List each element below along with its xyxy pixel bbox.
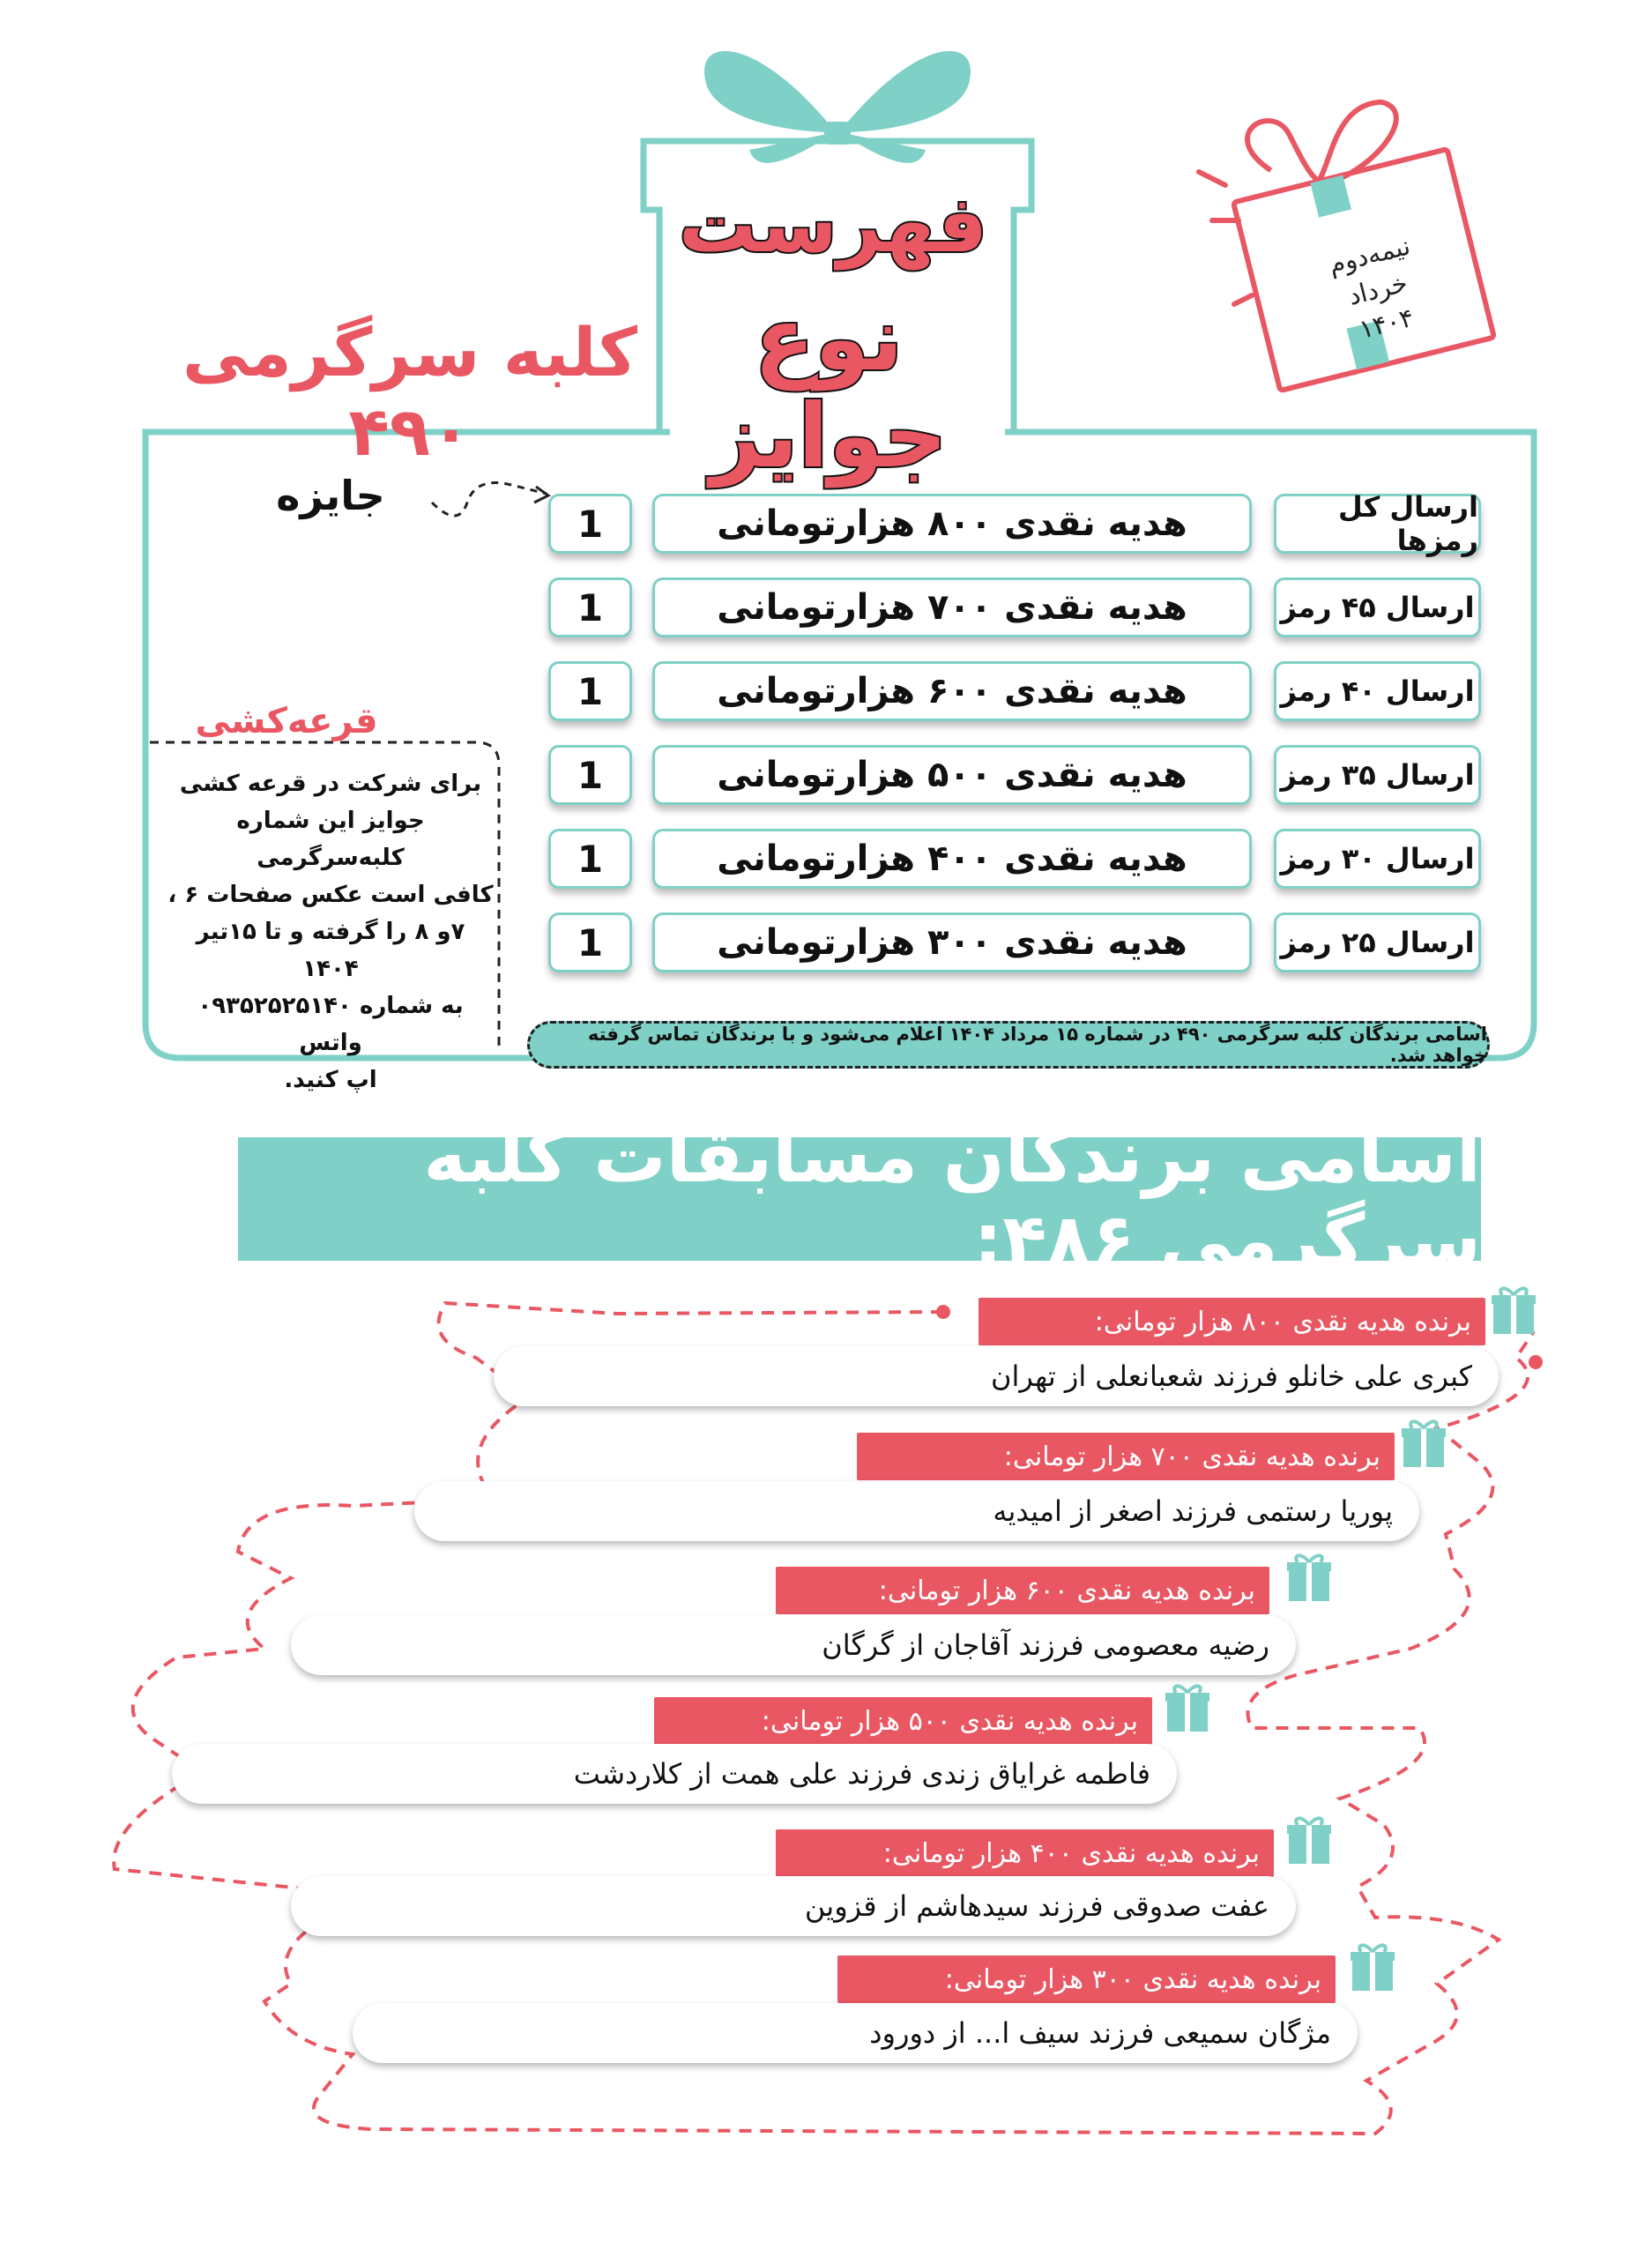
count-cell: 1 [548, 661, 632, 721]
count-cell: 1 [548, 494, 632, 554]
announcement-note: اسامی برندگان کلبه سرگرمی ۴۹۰ در شماره ۱۵ مرداد ۱۴۰۴ اعلام می‌شود و با برندگان تماس گرفته خواهد شد. [527, 1021, 1490, 1069]
winner-prize-label: برنده هدیه نقدی ۳۰۰ هزار تومانی: [837, 1955, 1336, 2003]
prize-cell: هدیه نقدی ۷۰۰ هزارتومانی [652, 577, 1252, 637]
lottery-title: قرعه‌کشی [195, 701, 378, 741]
winners-title: اسامی برندگان مسابقات کلبه سرگرمی ۴۸۶: [423, 1115, 1481, 1283]
winner-prize-label: برنده هدیه نقدی ۸۰۰ هزار تومانی: [979, 1298, 1485, 1345]
date-tag: نیمه‌دوم خرداد ۱۴۰۴ [1325, 230, 1418, 345]
winner-prize-label: برنده هدیه نقدی ۵۰۰ هزار تومانی: [654, 1697, 1152, 1745]
count-cell: 1 [548, 745, 632, 805]
winner-name: فاطمه غرایاق زندی فرزند علی همت از کلاردشت [172, 1744, 1177, 1804]
title-line-1: فهرست [678, 179, 988, 270]
title-line-2: نوع جوایز [710, 287, 948, 488]
count-cell: 1 [548, 577, 632, 637]
lottery-text: برای شرکت در قرعه کشی جوایز این شماره کلبه‌سرگرمی کافی است عکس صفحات ۶ ، ۷و ۸ را گرفته و تا ۱۵تیر ۱۴۰۴ به شماره ۰۹۳۵۲۵۲۵۱۴۰ واتس اپ کنید. [167, 771, 494, 1093]
winners-banner [238, 1115, 1481, 1283]
condition-cell: ارسال کل رمزها [1274, 494, 1481, 554]
winner-name: کبری علی خانلو فرزند شعبانعلی از تهران [494, 1346, 1499, 1406]
winner-name: عفت صدوقی فرزند سیدهاشم از قزوین [291, 1876, 1296, 1936]
condition-cell: ارسال ۳۰ رمز [1274, 829, 1481, 889]
condition-cell: ارسال ۴۰ رمز [1274, 661, 1481, 721]
gift-icon [1490, 1283, 1537, 1336]
count-cell: 1 [548, 912, 632, 972]
condition-cell: ارسال ۳۵ رمز [1274, 745, 1481, 805]
prize-cell: هدیه نقدی ۸۰۰ هزارتومانی [652, 494, 1252, 554]
prizes-label: جایزه [276, 472, 385, 519]
prize-cell: هدیه نقدی ۳۰۰ هزارتومانی [652, 912, 1252, 972]
gift-icon [1164, 1680, 1211, 1733]
dashed-arrow-icon [432, 483, 547, 517]
gift-icon [1285, 1550, 1333, 1603]
condition-cell: ارسال ۴۵ رمز [1274, 577, 1481, 637]
winner-prize-label: برنده هدیه نقدی ۴۰۰ هزار تومانی: [776, 1829, 1274, 1877]
prize-cell: هدیه نقدی ۶۰۰ هزارتومانی [652, 661, 1252, 721]
winner-name: پوریا رستمی فرزند اصغر از امیدیه [414, 1481, 1419, 1541]
count-cell: 1 [548, 829, 632, 889]
prize-cell: هدیه نقدی ۴۰۰ هزارتومانی [652, 829, 1252, 889]
gift-icon [1400, 1416, 1447, 1469]
winner-prize-label: برنده هدیه نقدی ۷۰۰ هزار تومانی: [857, 1433, 1395, 1480]
condition-cell: ارسال ۲۵ رمز [1274, 912, 1481, 972]
gift-icon [1285, 1813, 1333, 1866]
winner-name: مژگان سمیعی فرزند سیف ا... از دورود [353, 2003, 1358, 2063]
gift-icon [1349, 1940, 1396, 1993]
issue-title: کلبه سرگرمی ۴۹۰ [182, 313, 638, 471]
winner-prize-label: برنده هدیه نقدی ۶۰۰ هزار تومانی: [776, 1567, 1269, 1614]
winner-name: رضیه معصومی فرزند آقاجان از گرگان [291, 1615, 1296, 1675]
prize-cell: هدیه نقدی ۵۰۰ هزارتومانی [652, 745, 1252, 805]
bow-icon [704, 51, 971, 163]
